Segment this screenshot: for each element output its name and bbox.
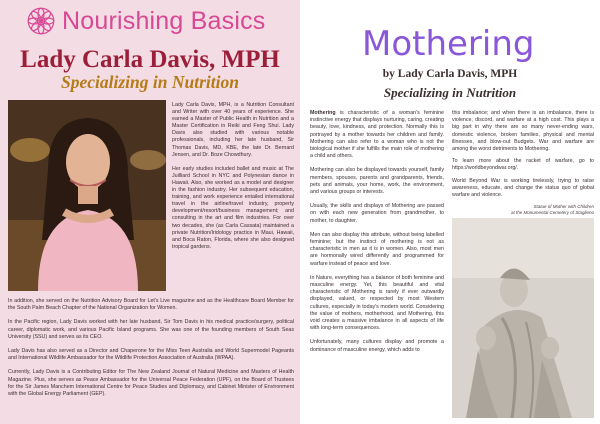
article-paragraph: Unfortunately, many cultures display and promote a dominance of masculine energy, which adds to — [310, 339, 444, 353]
article-paragraph: Mothering can also be displayed towards yourself, family members, spouses, parents and grandparents, friends, pets and animals, your home, work, the environment, and various groups or interests. — [310, 167, 444, 196]
bio-continued — [8, 298, 294, 405]
author-portrait — [8, 100, 166, 291]
author-specialty: Specializing in Nutrition — [61, 72, 239, 92]
article-byline: by Lady Carla Davis, MPH — [382, 68, 518, 80]
article-paragraph: Men can also display this attribute, without being labelled feminine; but the instinct of mothering is not as characteristic in men as it is in women. Also, most men are hormonally wired differently and programmed for warfare instead of peace and love. — [310, 231, 444, 267]
article-paragraph: In Nature, everything has a balance of both feminine and masculine energy. Yet, this beautiful and vital characteristic of Mothering is rarely if ever outwardly displayed, valued, or respected by most Western cultures, especially in today's modern world. Considering the value of mothers, motherhood, and Mothering, this void creates a massive imbalance in all aspects of life with long-term consequences. — [310, 274, 444, 332]
statue-photo — [452, 218, 594, 418]
article-column-right — [452, 110, 594, 219]
bio-paragraph: Currently, Lady Davis is a Contributing Editor for The New Zealand Journal of Natural Medicine and Masters of Health Magazine. Plus, she serves as Peace Ambassador for the Universal Peace Federation (UPF), on the Board of Trustees for the Sir James Manchem International Centre for Peace Studies and Diplomacy, and Cabinet Minister of Environment with the Global Energy Parliament (GEP). — [8, 369, 294, 398]
article-paragraph: To learn more about the racket of warfare, go to https://worldbeyondwar.org/. — [452, 158, 594, 172]
bio-column — [172, 102, 294, 258]
bio-paragraph: In addition, she served on the Nutrition Advisory Board for Let's Live magazine and as the Healthcare Board Member for the South Palm Beach Chapter of the National Organization for Women. — [8, 298, 294, 312]
statue-caption: Statue of Mother with Children at the Monumental Cemetery of Staglieno — [510, 204, 594, 216]
bio-paragraph: In the Pacific region, Lady Davis worked with her late husband, Sir Tom Davis in his medical practice/surgery, political career, diplomatic work, and various Pacific Island programs. She was one of the founding members of South Seas University (SSU) and serves as its CEO. — [8, 319, 294, 340]
lotus-mandala-icon — [26, 6, 56, 36]
article-paragraph: World Beyond War is working tirelessly, trying to raise awareness, educate, and change the status quo of global warfare and violence. — [452, 177, 594, 199]
article-title: Mothering — [362, 24, 535, 64]
bio-paragraph: Lady Davis has also served as a Director and Chaperone for the Miss Teen Australia and World Supermodel Pageants and International Wildlife Ambassador for the Wildlife Protection Association of Australia (WPAA). — [8, 348, 294, 362]
article-paragraph: Mothering is characteristic of a woman's feminine instinctive energy that displays nurturing, caring, creating beauty, love, kindness, and protection. Normally this is portrayed by a mother towards her children and family. Mothering can also refer to a woman who is not the biological mother if she fulfills the main role of mothering a child and others. — [310, 110, 444, 160]
article-byline-specialty: Specializing in Nutrition — [383, 85, 517, 100]
bio-paragraph: Her early studies included ballet and music at The Juilliard School in NYC and Polynesian dance in Hawaii. Also, she worked as a model and designer in the fashion industry. Her subsequent education, training, and work experience entailed international travel in the airline/travel industry, property development/resort/business management; and consulting in the art and film industries. For over two decades, she (as Carla Cassata) maintained a private Nutrition/Iridology practice in Maui, Hawaii, and Boca Raton, Florida, where she also designed tropical gardens. — [172, 165, 294, 250]
lead-word: Mothering — [310, 110, 336, 116]
brand-name: Nourishing Basics — [62, 6, 266, 35]
article-paragraph: this imbalance; and when there is an imbalance, there is violence, discord, and warfare at a high cost. This plays a big part in why there are so many never-ending wars, domestic violence, broken families, physical and mental illnesses, and blow-out Budgets. War and warfare are among the worst detriments to Mothering. — [452, 110, 594, 153]
bio-paragraph: Lady Carla Davis, MPH, is a Nutrition Consultant and Writer with over 40 years of experience. She earned a Master of Public Health in Nutrition and a Master Certification in Reiki and Feng Shui. Lady Davis also studied with various notable professionals, including her late husband, Sir Thomas Davis, MD, KBE, the late Dr. Bernard Jensen, and Dr. Boze Chowdhury. — [172, 102, 294, 158]
article-page — [300, 0, 600, 424]
author-name-heading: Lady Carla Davis, MPH — [20, 46, 280, 73]
article-column-left — [310, 110, 444, 361]
article-paragraph: Usually, the skills and displays of Mothering are passed on with each new generation from grandmother, to mother, to daughter. — [310, 203, 444, 224]
brand-header — [26, 4, 266, 38]
